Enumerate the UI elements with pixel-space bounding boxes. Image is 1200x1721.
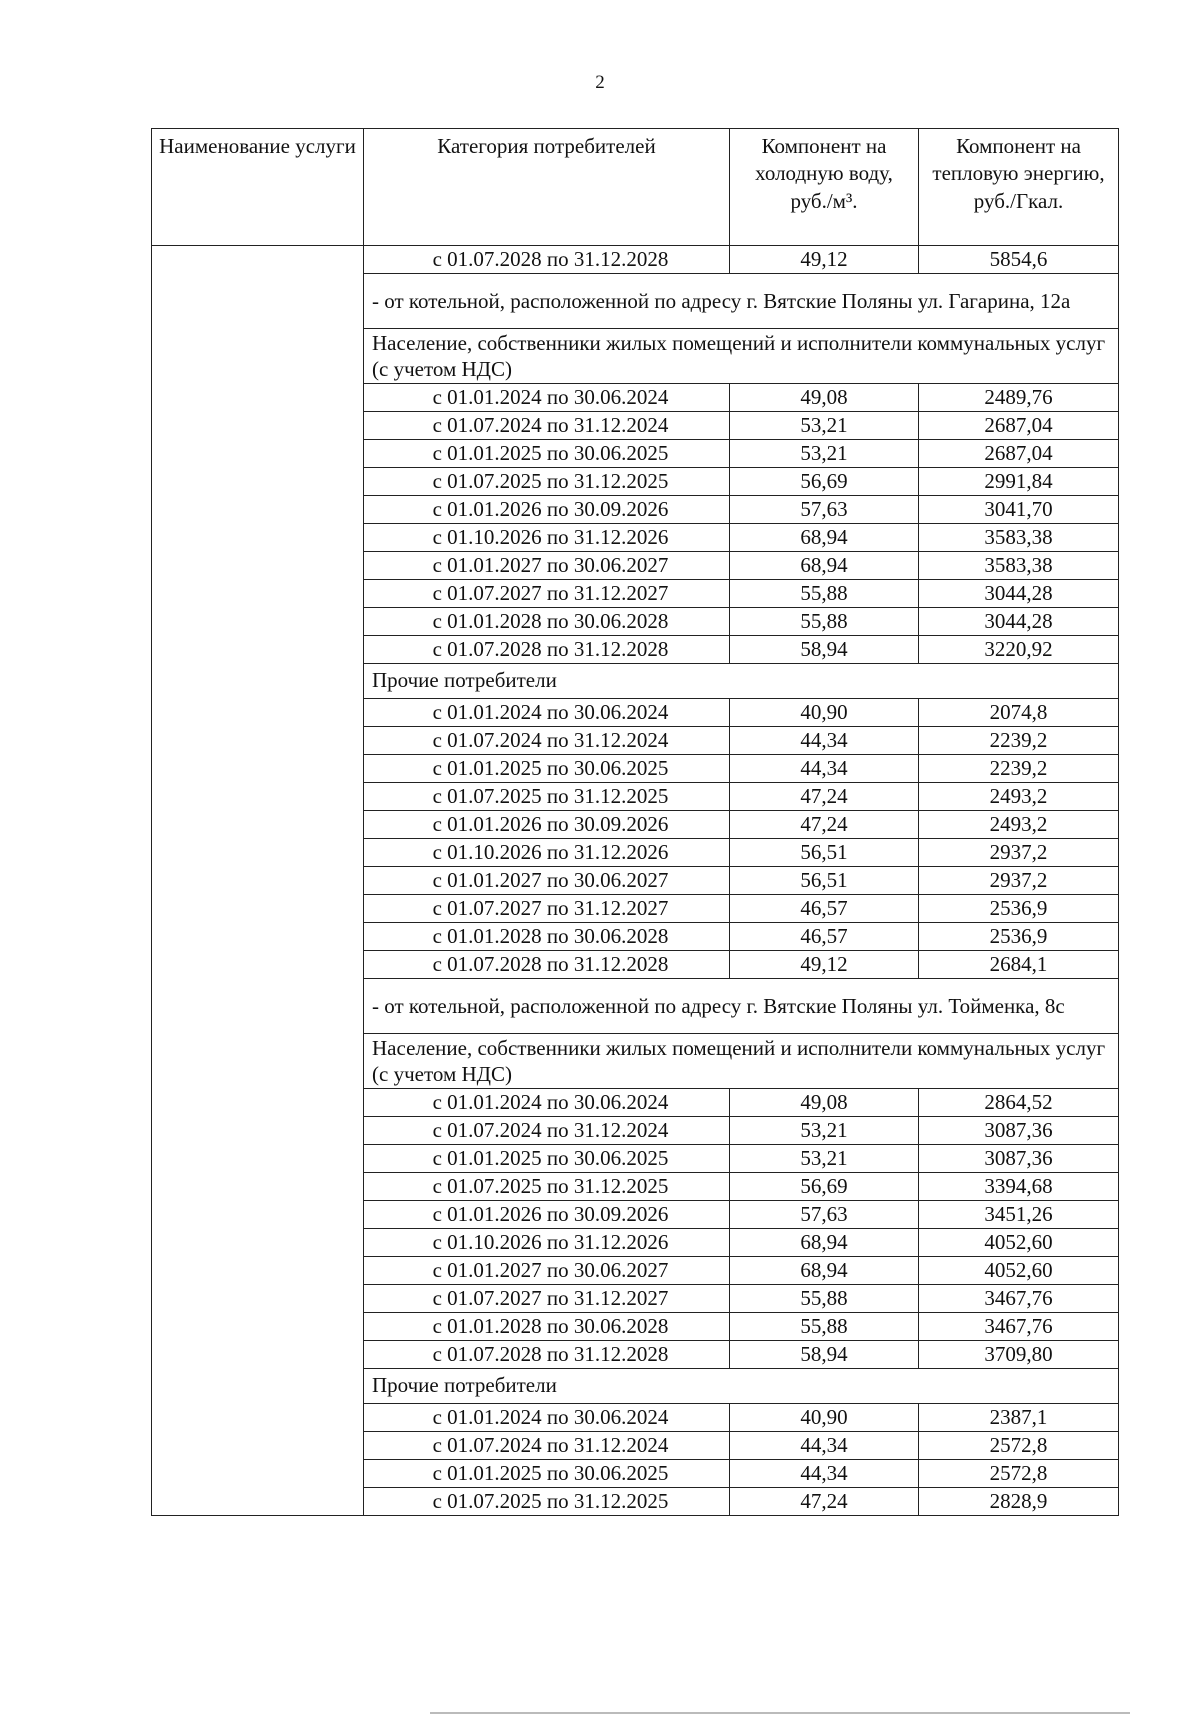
header-category: Категория потребителей [364, 129, 730, 246]
header-service-name: Наименование услуги [152, 129, 364, 246]
period-cell: с 01.07.2025 по 31.12.2025 [364, 1488, 730, 1516]
heat-value-cell: 2493,2 [919, 811, 1119, 839]
period-cell: с 01.01.2028 по 30.06.2028 [364, 608, 730, 636]
heat-value-cell: 3087,36 [919, 1145, 1119, 1173]
period-cell: с 01.07.2024 по 31.12.2024 [364, 1117, 730, 1145]
heat-value-cell: 4052,60 [919, 1257, 1119, 1285]
water-value-cell: 49,12 [730, 951, 919, 979]
water-value-cell: 55,88 [730, 608, 919, 636]
period-cell: с 01.07.2028 по 31.12.2028 [364, 636, 730, 664]
heat-value-cell: 2239,2 [919, 755, 1119, 783]
header-water-component: Компонент на холодную воду, руб./м³. [730, 129, 919, 246]
period-cell: с 01.01.2024 по 30.06.2024 [364, 1404, 730, 1432]
period-cell: с 01.01.2024 по 30.06.2024 [364, 384, 730, 412]
heat-value-cell: 3709,80 [919, 1341, 1119, 1369]
water-value-cell: 68,94 [730, 552, 919, 580]
table-row [152, 246, 1119, 274]
water-value-cell: 58,94 [730, 1341, 919, 1369]
heat-value-cell: 3220,92 [919, 636, 1119, 664]
period-cell: с 01.01.2027 по 30.06.2027 [364, 552, 730, 580]
heat-value-cell: 2937,2 [919, 867, 1119, 895]
heat-value-cell: 3041,70 [919, 496, 1119, 524]
table-body [152, 246, 1119, 1516]
heat-value-cell: 2687,04 [919, 440, 1119, 468]
period-cell: с 01.07.2024 по 31.12.2024 [364, 1432, 730, 1460]
period-cell: с 01.01.2026 по 30.09.2026 [364, 811, 730, 839]
water-value-cell: 47,24 [730, 1488, 919, 1516]
water-value-cell: 56,51 [730, 867, 919, 895]
water-value-cell: 53,21 [730, 1117, 919, 1145]
section-heading: - от котельной, расположенной по адресу г. Вятские Поляны ул. Гагарина, 12а [364, 274, 1119, 329]
heat-value-cell: 3467,76 [919, 1313, 1119, 1341]
water-value-cell: 55,88 [730, 1313, 919, 1341]
period-cell: с 01.01.2025 по 30.06.2025 [364, 1460, 730, 1488]
water-value-cell: 68,94 [730, 524, 919, 552]
period-cell: с 01.10.2026 по 31.12.2026 [364, 524, 730, 552]
heat-value-cell: 3394,68 [919, 1173, 1119, 1201]
period-cell: с 01.07.2024 по 31.12.2024 [364, 412, 730, 440]
period-cell: с 01.01.2025 по 30.06.2025 [364, 440, 730, 468]
heat-value-cell: 2536,9 [919, 923, 1119, 951]
section-heading: Прочие потребители [364, 1369, 1119, 1404]
period-cell: с 01.07.2025 по 31.12.2025 [364, 783, 730, 811]
water-value-cell: 40,90 [730, 699, 919, 727]
water-value-cell: 44,34 [730, 1460, 919, 1488]
water-value-cell: 49,08 [730, 1089, 919, 1117]
period-cell: с 01.07.2028 по 31.12.2028 [364, 246, 730, 274]
period-cell: с 01.07.2027 по 31.12.2027 [364, 1285, 730, 1313]
period-cell: с 01.07.2025 по 31.12.2025 [364, 468, 730, 496]
water-value-cell: 55,88 [730, 1285, 919, 1313]
period-cell: с 01.01.2028 по 30.06.2028 [364, 1313, 730, 1341]
water-value-cell: 44,34 [730, 755, 919, 783]
heat-value-cell: 3583,38 [919, 552, 1119, 580]
heat-value-cell: 4052,60 [919, 1229, 1119, 1257]
water-value-cell: 56,69 [730, 468, 919, 496]
water-value-cell: 46,57 [730, 895, 919, 923]
water-value-cell: 44,34 [730, 1432, 919, 1460]
heat-value-cell: 2572,8 [919, 1460, 1119, 1488]
water-value-cell: 44,34 [730, 727, 919, 755]
period-cell: с 01.01.2025 по 30.06.2025 [364, 755, 730, 783]
period-cell: с 01.01.2024 по 30.06.2024 [364, 699, 730, 727]
heat-value-cell: 3044,28 [919, 580, 1119, 608]
period-cell: с 01.01.2026 по 30.09.2026 [364, 1201, 730, 1229]
period-cell: с 01.10.2026 по 31.12.2026 [364, 839, 730, 867]
water-value-cell: 40,90 [730, 1404, 919, 1432]
water-value-cell: 53,21 [730, 440, 919, 468]
period-cell: с 01.01.2024 по 30.06.2024 [364, 1089, 730, 1117]
table-header [152, 129, 1119, 246]
water-value-cell: 46,57 [730, 923, 919, 951]
period-cell: с 01.07.2027 по 31.12.2027 [364, 895, 730, 923]
water-value-cell: 49,08 [730, 384, 919, 412]
heat-value-cell: 2536,9 [919, 895, 1119, 923]
water-value-cell: 47,24 [730, 811, 919, 839]
heat-value-cell: 2684,1 [919, 951, 1119, 979]
heat-value-cell: 2572,8 [919, 1432, 1119, 1460]
period-cell: с 01.07.2028 по 31.12.2028 [364, 951, 730, 979]
heat-value-cell: 3451,26 [919, 1201, 1119, 1229]
service-name-cell [152, 246, 364, 1516]
period-cell: с 01.07.2024 по 31.12.2024 [364, 727, 730, 755]
period-cell: с 01.01.2027 по 30.06.2027 [364, 867, 730, 895]
water-value-cell: 58,94 [730, 636, 919, 664]
period-cell: с 01.01.2027 по 30.06.2027 [364, 1257, 730, 1285]
heat-value-cell: 5854,6 [919, 246, 1119, 274]
section-heading: - от котельной, расположенной по адресу г. Вятские Поляны ул. Тойменка, 8с [364, 979, 1119, 1034]
water-value-cell: 57,63 [730, 496, 919, 524]
period-cell: с 01.01.2025 по 30.06.2025 [364, 1145, 730, 1173]
water-value-cell: 56,69 [730, 1173, 919, 1201]
section-heading: Население, собственники жилых помещений и исполнители коммунальных услуг (с учетом НДС) [364, 1034, 1119, 1089]
page-number: 2 [595, 72, 605, 93]
heat-value-cell: 2074,8 [919, 699, 1119, 727]
heat-value-cell: 2387,1 [919, 1404, 1119, 1432]
water-value-cell: 56,51 [730, 839, 919, 867]
heat-value-cell: 3583,38 [919, 524, 1119, 552]
heat-value-cell: 2828,9 [919, 1488, 1119, 1516]
heat-value-cell: 2687,04 [919, 412, 1119, 440]
heat-value-cell: 2239,2 [919, 727, 1119, 755]
water-value-cell: 68,94 [730, 1229, 919, 1257]
water-value-cell: 53,21 [730, 412, 919, 440]
water-value-cell: 57,63 [730, 1201, 919, 1229]
heat-value-cell: 3044,28 [919, 608, 1119, 636]
section-heading: Население, собственники жилых помещений и исполнители коммунальных услуг (с учетом НДС) [364, 329, 1119, 384]
period-cell: с 01.07.2028 по 31.12.2028 [364, 1341, 730, 1369]
water-value-cell: 49,12 [730, 246, 919, 274]
heat-value-cell: 2991,84 [919, 468, 1119, 496]
heat-value-cell: 3467,76 [919, 1285, 1119, 1313]
heat-value-cell: 3087,36 [919, 1117, 1119, 1145]
header-heat-component: Компонент на тепловую энергию, руб./Гкал. [919, 129, 1119, 246]
heat-value-cell: 2489,76 [919, 384, 1119, 412]
water-value-cell: 68,94 [730, 1257, 919, 1285]
heat-value-cell: 2937,2 [919, 839, 1119, 867]
water-value-cell: 47,24 [730, 783, 919, 811]
period-cell: с 01.01.2026 по 30.09.2026 [364, 496, 730, 524]
section-heading: Прочие потребители [364, 664, 1119, 699]
water-value-cell: 55,88 [730, 580, 919, 608]
tariff-table [151, 128, 1119, 1516]
page-bottom-line [430, 1712, 1130, 1714]
period-cell: с 01.07.2027 по 31.12.2027 [364, 580, 730, 608]
period-cell: с 01.01.2028 по 30.06.2028 [364, 923, 730, 951]
water-value-cell: 53,21 [730, 1145, 919, 1173]
heat-value-cell: 2864,52 [919, 1089, 1119, 1117]
period-cell: с 01.07.2025 по 31.12.2025 [364, 1173, 730, 1201]
heat-value-cell: 2493,2 [919, 783, 1119, 811]
period-cell: с 01.10.2026 по 31.12.2026 [364, 1229, 730, 1257]
